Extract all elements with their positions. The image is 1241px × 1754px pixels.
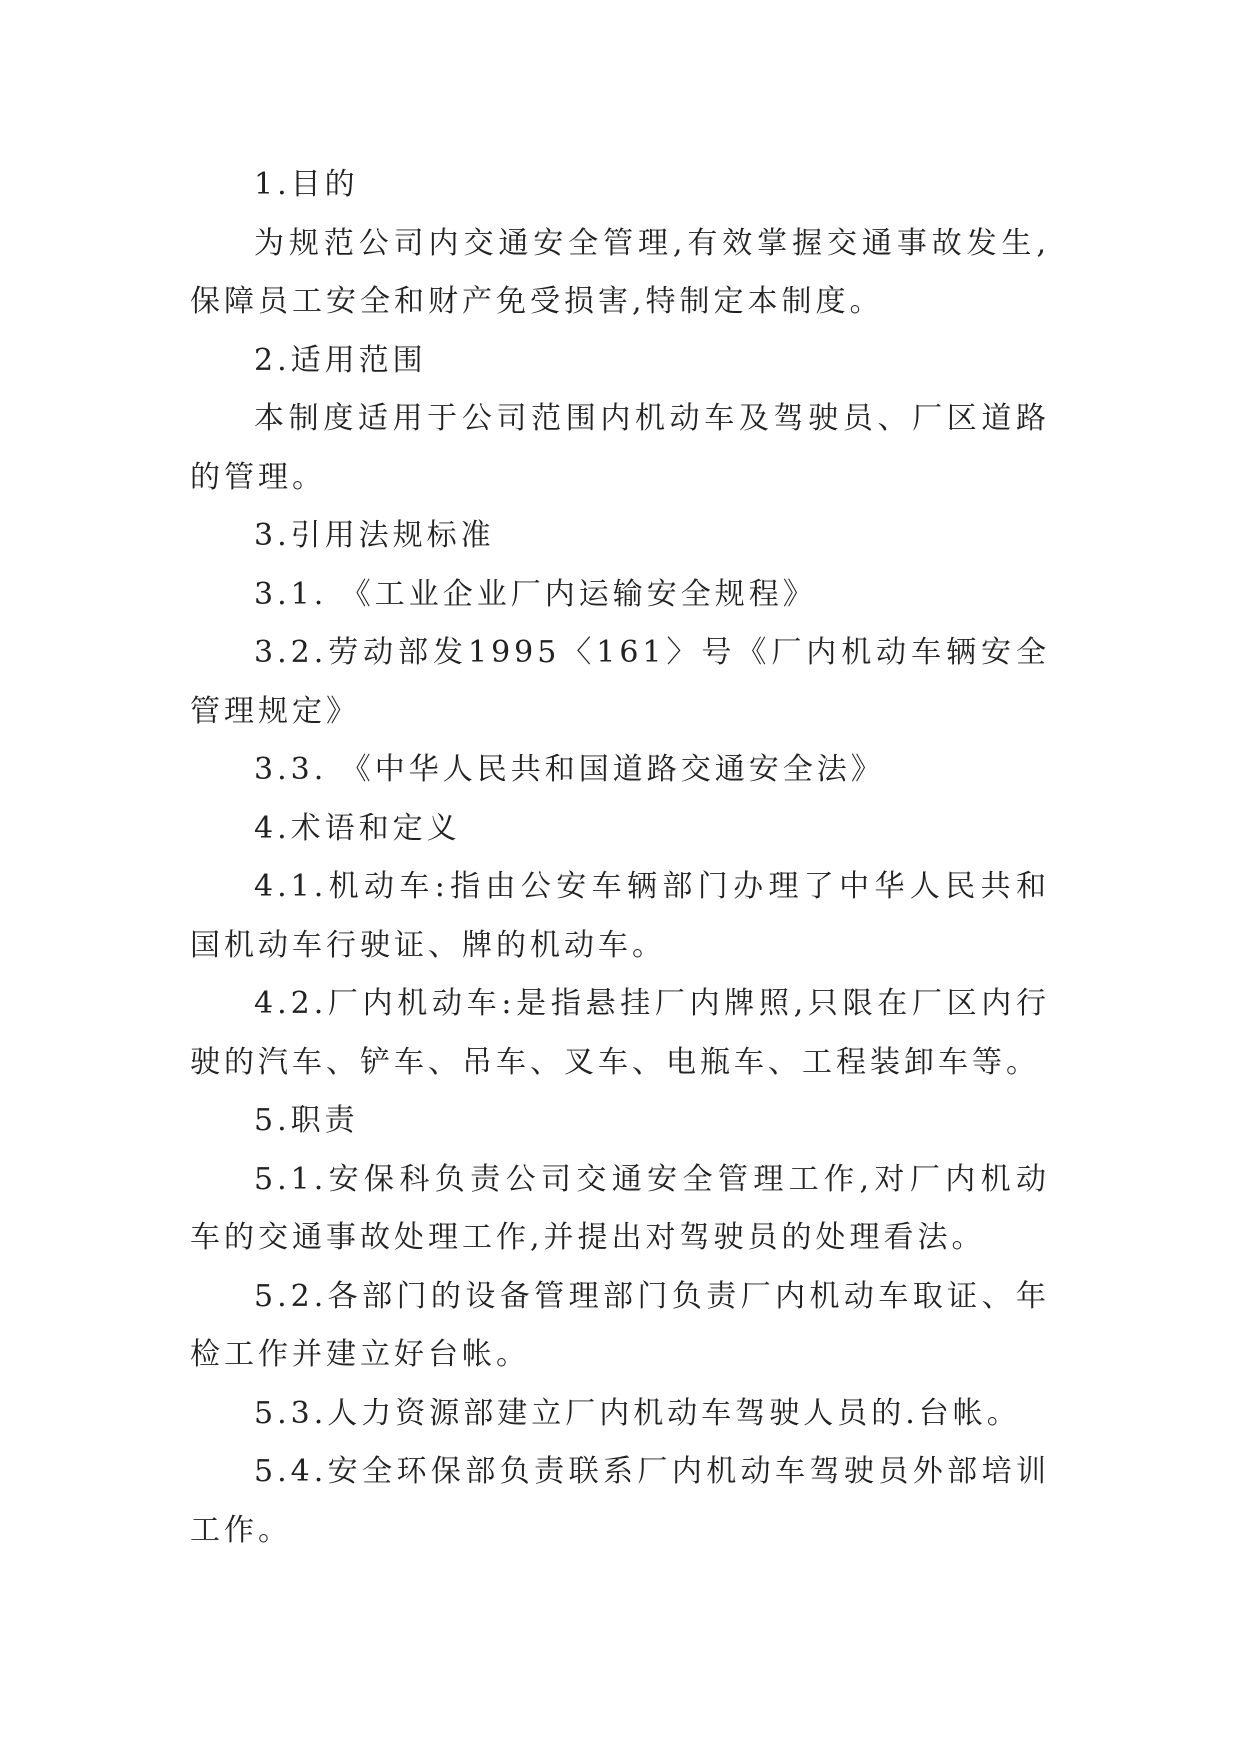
responsibility-item-5-1: 5.1.安保科负责公司交通安全管理工作,对厂内机动车的交通事故处理工作,并提出对驾驶员的处理看法。 [190,1161,1050,1255]
heading-responsibilities: 5.职责 [254,1103,359,1138]
heading-references: 3.引用法规标准 [254,518,495,553]
heading-scope: 2.适用范围 [254,342,427,378]
responsibility-item-5-4: 5.4.安全环保部负责联系厂内机动车驾驶员外部培训工作。 [190,1454,1050,1548]
reference-item-3-1: 3.1. 《工业企业厂内运输安全规程》 [254,576,817,612]
paragraph-scope: 本制度适用于公司范围内机动车及驾驶员、厂区道路的管理。 [190,401,1050,495]
responsibility-item-5-3: 5.3.人力资源部建立厂内机动车驾驶人员的.台帐。 [254,1395,1021,1431]
responsibility-item-5-2: 5.2.各部门的设备管理部门负责厂内机动车取证、年检工作并建立好台帐。 [190,1278,1050,1372]
paragraph-purpose: 为规范公司内交通安全管理,有效掌握交通事故发生,保障员工安全和财产免受损害,特制定本制度。 [190,225,1050,319]
heading-definitions: 4.术语和定义 [254,810,461,846]
reference-item-3-3: 3.3. 《中华人民共和国道路交通安全法》 [254,752,885,787]
heading-purpose: 1.目的 [254,167,359,202]
document-body [190,156,1050,1560]
definition-item-4-1: 4.1.机动车:指由公安车辆部门办理了中华人民共和国机动车行驶证、牌的机动车。 [190,869,1050,963]
definition-item-4-2: 4.2.厂内机动车:是指悬挂厂内牌照,只限在厂区内行驶的汽车、铲车、吊车、叉车、电瓶车、工程装卸车等。 [190,986,1050,1080]
reference-item-3-2: 3.2.劳动部发1995〈161〉号《厂内机动车辆安全管理规定》 [190,635,1050,729]
